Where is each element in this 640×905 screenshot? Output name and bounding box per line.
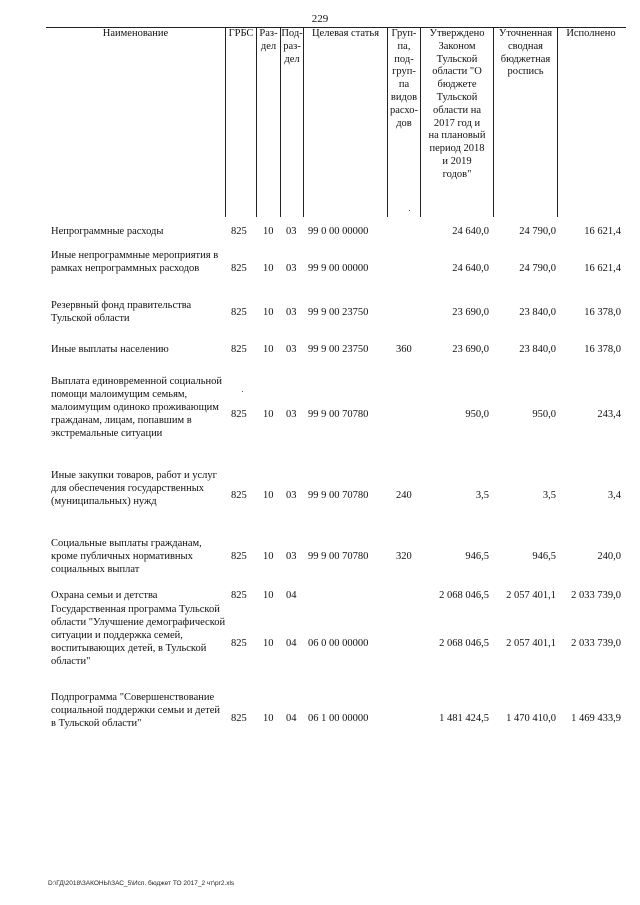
row-ispolneno: 2 033 739,0 — [571, 590, 621, 601]
row-grbs: 825 — [231, 409, 247, 420]
row-podrazdel: 04 — [286, 713, 297, 724]
row-ispolneno: 240,0 — [597, 551, 621, 562]
row-razdel: 10 — [263, 307, 274, 318]
row-razdel: 10 — [263, 344, 274, 355]
header-gruppa: Груп- па, под- груп- па видов расхо- дов — [389, 28, 419, 129]
header-utochnennaya: Уточненная сводная бюджетная роспись — [498, 28, 553, 78]
row-celevaya: 99 9 00 70780 — [308, 409, 369, 420]
row-utverzhdeno: 3,5 — [475, 490, 489, 501]
row-podrazdel: 03 — [286, 307, 297, 318]
row-utochnennaya: 23 840,0 — [519, 344, 556, 355]
header-name: Наименование — [102, 28, 169, 39]
row-podrazdel: 04 — [286, 590, 297, 601]
row-name: Иные закупки товаров, работ и услуг для обеспечения государственных (муниципальных) нужд — [51, 470, 217, 507]
row-podrazdel: 03 — [286, 263, 297, 274]
row-utverzhdeno: 1 481 424,5 — [439, 713, 489, 724]
row-celevaya: 99 9 00 23750 — [308, 344, 369, 355]
row-utverzhdeno: 23 690,0 — [452, 344, 489, 355]
row-grbs: 825 — [231, 263, 247, 274]
row-name: Иные непрограммные мероприятия в рамках непрограммных расходов — [51, 250, 219, 274]
row-grbs: 825 — [231, 713, 247, 724]
row-utochnennaya: 24 790,0 — [519, 263, 556, 274]
row-name: Охрана семьи и детства — [51, 590, 158, 601]
row-razdel: 10 — [263, 638, 274, 649]
row-utochnennaya: 3,5 — [542, 490, 556, 501]
row-utochnennaya: 2 057 401,1 — [506, 638, 556, 649]
file-path-footer: D:\ГД\2018\ЗАКОНЫ\ЗАС_5\Исп. бюджет ТО 2017_2 чт\pr2.xls — [48, 880, 235, 887]
row-ispolneno: 3,4 — [607, 490, 621, 501]
row-grbs: 825 — [231, 590, 247, 601]
row-name: Иные выплаты населению — [51, 344, 169, 355]
page-number: 229 — [311, 13, 329, 25]
row-podrazdel: 03 — [286, 409, 297, 420]
row-ispolneno: 243,4 — [597, 409, 621, 420]
row-utochnennaya: 1 470 410,0 — [506, 713, 556, 724]
scan-speck — [409, 210, 410, 211]
row-utochnennaya: 2 057 401,1 — [506, 590, 556, 601]
header-utverzhdeno: Утверждено Законом Тульской области "О бюджете Тульской области на 2017 год и на плановый период 2018 и 2019 годов" — [428, 28, 486, 180]
row-vid: 240 — [396, 490, 412, 501]
row-utochnennaya: 24 790,0 — [519, 226, 556, 237]
row-podrazdel: 04 — [286, 638, 297, 649]
row-ispolneno: 1 469 433,9 — [571, 713, 621, 724]
row-grbs: 825 — [231, 344, 247, 355]
row-podrazdel: 03 — [286, 226, 297, 237]
row-name: Непрограммные расходы — [51, 226, 164, 237]
row-utverzhdeno: 23 690,0 — [452, 307, 489, 318]
row-razdel: 10 — [263, 551, 274, 562]
row-grbs: 825 — [231, 638, 247, 649]
row-celevaya: 99 9 00 23750 — [308, 307, 369, 318]
row-vid: 320 — [396, 551, 412, 562]
row-celevaya: 99 9 00 00000 — [308, 263, 369, 274]
row-grbs: 825 — [231, 551, 247, 562]
header-ispolneno: Исполнено — [566, 28, 616, 39]
row-utochnennaya: 950,0 — [532, 409, 556, 420]
row-razdel: 10 — [263, 490, 274, 501]
row-name: Социальные выплаты гражданам, кроме публичных нормативных социальных выплат — [51, 538, 202, 575]
scan-speck — [242, 391, 243, 392]
row-razdel: 10 — [263, 409, 274, 420]
row-podrazdel: 03 — [286, 344, 297, 355]
header-podrazdel: Под- раз- дел — [281, 28, 303, 65]
header-celevaya: Целевая статья — [311, 28, 380, 39]
header-razdel: Раз- дел — [259, 28, 278, 52]
row-razdel: 10 — [263, 226, 274, 237]
row-ispolneno: 16 621,4 — [584, 226, 621, 237]
row-utverzhdeno: 24 640,0 — [452, 226, 489, 237]
row-podrazdel: 03 — [286, 490, 297, 501]
row-ispolneno: 16 621,4 — [584, 263, 621, 274]
row-celevaya: 06 0 00 00000 — [308, 638, 369, 649]
row-vid: 360 — [396, 344, 412, 355]
row-ispolneno: 2 033 739,0 — [571, 638, 621, 649]
row-utverzhdeno: 24 640,0 — [452, 263, 489, 274]
row-utochnennaya: 946,5 — [532, 551, 556, 562]
row-grbs: 825 — [231, 307, 247, 318]
row-razdel: 10 — [263, 713, 274, 724]
row-razdel: 10 — [263, 263, 274, 274]
row-utverzhdeno: 2 068 046,5 — [439, 638, 489, 649]
row-name: Резервный фонд правительства Тульской области — [51, 300, 192, 324]
header-grbs: ГРБС — [228, 28, 254, 39]
row-podrazdel: 03 — [286, 551, 297, 562]
row-celevaya: 06 1 00 00000 — [308, 713, 369, 724]
row-ispolneno: 16 378,0 — [584, 307, 621, 318]
row-celevaya: 99 9 00 70780 — [308, 551, 369, 562]
row-name: Подпрограмма "Совершенствование социальной поддержки семьи и детей в Тульской области" — [51, 692, 221, 729]
row-razdel: 10 — [263, 590, 274, 601]
row-name: Выплата единовременной социальной помощи малоимущим семьям, малоимущим одиноко проживающим гражданам, лицам, попавшим в экстремальные ситуации — [51, 376, 222, 439]
row-ispolneno: 16 378,0 — [584, 344, 621, 355]
row-name: Государственная программа Тульской области "Улучшение демографической ситуации и поддержка семей, воспитывающих детей, в Тульской области" — [51, 604, 226, 667]
row-celevaya: 99 9 00 70780 — [308, 490, 369, 501]
row-utverzhdeno: 2 068 046,5 — [439, 590, 489, 601]
row-celevaya: 99 0 00 00000 — [308, 226, 369, 237]
row-grbs: 825 — [231, 226, 247, 237]
row-grbs: 825 — [231, 490, 247, 501]
row-utochnennaya: 23 840,0 — [519, 307, 556, 318]
row-utverzhdeno: 950,0 — [465, 409, 489, 420]
row-utverzhdeno: 946,5 — [465, 551, 489, 562]
